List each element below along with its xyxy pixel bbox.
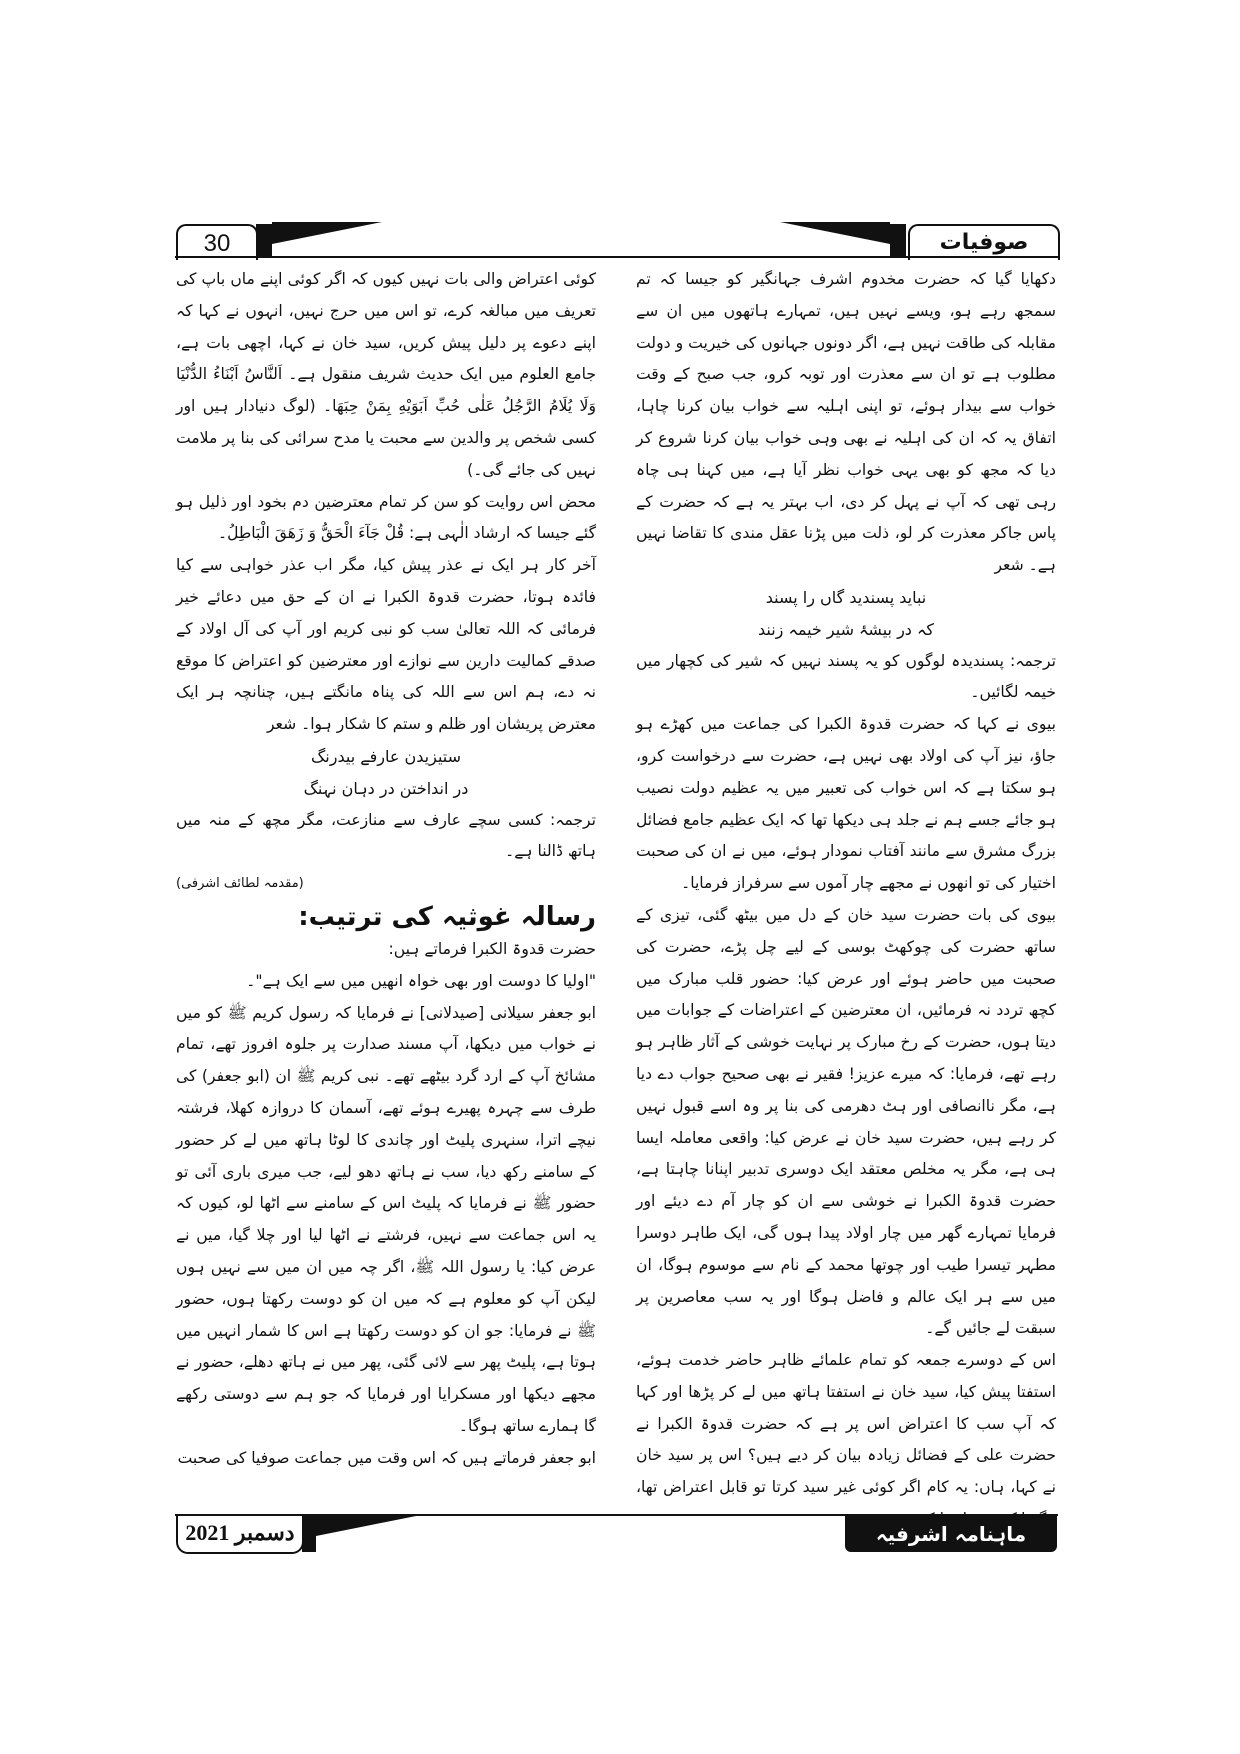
header-right-wedge bbox=[780, 222, 890, 244]
translation: ترجمہ: پسندیدہ لوگوں کو یہ پسند نہیں کہ شیر کی کچھار میں خیمہ لگائیں۔ bbox=[636, 651, 1056, 702]
paragraph: اس کے دوسرے جمعہ کو تمام علمائے ظاہر حاضر خدمت ہوئے، استفتا پیش کیا، سید خان نے استفتا ہاتھ میں لے کر پڑھا اور کہا کہ آپ سب کا اعتراض اس پر ہے کہ حضرت قدوۃ الکبرا نے حضرت علی کے فضائل زیادہ بیان کر دیے ہیں؟ اس پر سید خان نے کہا، ہاں: یہ کام اگر کوئی غیر سید کرتا تو قابل اعتراض تھا، bbox=[636, 1351, 1056, 1497]
section-heading: رسالہ غوثیہ کی ترتیب: bbox=[298, 901, 596, 932]
magazine-name: ماہنامہ اشرفیہ bbox=[845, 1516, 1057, 1552]
paragraph: دکھایا گیا کہ حضرت مخدوم اشرف جہانگیر کو جیسا کہ تم سمجھ رہے ہو، ویسے نہیں ہیں، تمہارے ہاتھوں میں ان سے مقابلہ کی طاقت نہیں ہے، اگر دونوں جہانوں کی خیریت و دولت مطلوب ہے تو ان سے معذرت اور توبہ کرو، جب صبح کے وقت خواب سے بیدار ہوئے، تو اپنی اہلیہ سے خواب بیان کرنا چاہا، اتفاق یہ کہ ان کی اہلیہ نے بھی وہی خواب بیان کرنا شروع کر دیا کہ مجھ کو بھی یہی خواب نظر آیا ہے، میں کہنا ہی چاہ رہی تھی کہ آپ نے پہل کر دی، اب بہتر یہ ہے کہ حضرت کے پاس جاکر معذرت کر لو، ذلت میں پڑنا عقل مندی کا تقاضا نہیں ہے۔ شعر bbox=[636, 270, 1056, 575]
paragraph: کوئی اعتراض والی بات نہیں کیوں کہ اگر کوئی اپنے ماں باپ کی تعریف میں مبالغہ کرے، تو اس میں حرج نہیں، انہوں نے کہا کہ اپنے دعوے پر دلیل پیش کریں، سید خان نے کہا، اچھی بات ہے، جامع العلوم میں ایک حدیث شریف منقول ہے۔ اَلنَّاسُ اَبْنَاءُ الدُّنْیَا وَلَا یُلَامُ الرَّجُلُ عَلٰی حُبِّ اَبَوَیْهِ بِمَنْ حِبَهَا۔ (لوگ دنیادار ہیں اور کسی شخص پر والدین سے محبت یا مدح سرائی کی بنا پر ملامت نہیں کی جائے گی۔) bbox=[176, 270, 596, 479]
page-number: 30 bbox=[176, 224, 258, 260]
translation: ترجمہ: کسی سچے عارف سے منازعت، مگر مچھ کے منہ میں ہاتھ ڈالنا ہے۔ bbox=[176, 810, 596, 861]
issue-date: دسمبر 2021 bbox=[176, 1516, 304, 1554]
verse-line: نباید پسندید گاں را پسند bbox=[765, 587, 927, 607]
verse-line: کہ در بیشۂ شیر خیمہ زنند bbox=[757, 619, 934, 639]
footer-left-wedge bbox=[316, 1516, 416, 1536]
paragraph: حضرت قدوۃ الکبرا فرماتے ہیں: bbox=[388, 939, 596, 958]
source-citation: (مقدمہ لطائف اشرفی) bbox=[176, 876, 304, 892]
paragraph: آخر کار ہر ایک نے عذر پیش کیا، مگر اب عذر خواہی سے کیا فائدہ ہوتا، حضرت قدوۃ الکبرا نے ان کے حق میں دعائے خیر فرمائی کہ اللہ تعالیٰ سب کو نبی کریم اور آپ کی آل اولاد کے صدقے کمالیت دارین سے نوازے اور معترضین کو اعتراض کا موقع نہ دے، ہم اس سے اللہ کی پناہ مانگتے ہیں، چنانچہ ہر ایک معترض پریشان اور ظلم و ستم کا شکار ہوا۔ شعر bbox=[176, 556, 596, 734]
header-right-bar bbox=[890, 224, 906, 258]
paragraph: بیوی نے کہا کہ حضرت قدوۃ الکبرا کی جماعت میں کھڑے ہو جاؤ، نیز آپ کی اولاد بھی نہیں ہے، حضرت سے درخواست کرو، ہو سکتا ہے کہ اس خواب کی تعبیر میں یہ عظیم دولت نصیب ہو جائے جسے ہم نے جلد ہی دیکھا تھا کہ ایک عظیم جامع فضائل بزرگ مشرق سے مانند آفتاب نمودار ہوئے، میں نے ان کی صحبت اختیار کی تو انھوں نے مجھے چار آموں سے سرفراز فرمایا۔ bbox=[636, 715, 1056, 893]
paragraph: محض اس روایت کو سن کر تمام معترضین دم بخود اور ذلیل ہو گئے جیسا کہ ارشاد الٰہی ہے: قُلْ جَآءَ الْحَقُّ وَ زَهَقَ الْبَاطِلُ۔ bbox=[176, 492, 596, 543]
paragraph: ابو جعفر سیلانی [صیدلانی] نے فرمایا کہ رسول کریم ﷺ کو میں نے خواب میں دیکھا، آپ مسند صدارت پر جلوہ افروز تھے، تمام مشائخ آپ کے ارد گرد بیٹھے تھے۔ نبی کریم ﷺ ان (ابو جعفر) کی طرف سے چہرہ پھیرے ہوئے تھے، آسمان کا دروازہ کھلا، فرشتہ نیچے اترا، سنہری پلیٹ اور چاندی کا لوٹا ہاتھ میں لے کر حضور کے سامنے رکھ دیا، سب نے ہاتھ دھو لیے، جب میری باری آئی تو حضور ﷺ نے فرمایا کہ پلیٹ اس کے سامنے سے اٹھا لو، کیوں کہ یہ اس جماعت سے نہیں، فرشتے نے اٹھا لیا اور چلا گیا، میں نے عرض کیا: یا رسول اللہ ﷺ، اگر چہ میں ان میں سے نہیں ہوں لیکن آپ کو معلوم ہے کہ میں ان کو دوست رکھتا ہوں، حضور ﷺ نے فرمایا: جو ان کو دوست رکھتا ہے اس کا شمار انہیں میں ہوتا ہے، پلیٹ پھر سے لائی گئی، پھر میں نے ہاتھ دھلے، حضور نے مجھے دیکھا اور مسکرایا اور فرمایا کہ جو ہم سے دوستی رکھے گا ہمارے ساتھ ہوگا۔ bbox=[176, 1003, 596, 1435]
quote: "اولیا کا دوست اور بھی خواہ انھیں میں سے ایک ہے"۔ bbox=[246, 971, 596, 990]
left-column bbox=[176, 264, 596, 1474]
section-title: صوفیات bbox=[908, 224, 1060, 260]
paragraph: بیوی کی بات حضرت سید خان کے دل میں بیٹھ گئی، تیزی کے ساتھ حضرت کی چوکھٹ بوسی کے لیے چل پڑے، حضرت کی صحبت میں حاضر ہوئے اور عرض کیا: حضور قلب مبارک میں کچھ تردد نہ فرمائیں، ان معترضین کے اعتراضات کے جوابات میں دیتا ہوں، حضرت کے رخ مبارک پر نہایت خوشی کے آثار ظاہر ہو رہے تھے، فرمایا: کہ میرے عزیز! فقیر نے بھی صحیح جواب دے دیا ہے، مگر ناانصافی اور ہٹ دھرمی کی بنا پر وہ اسے قبول نہیں کر رہے ہیں، حضرت سید خان نے عرض کیا: واقعی معاملہ ایسا ہی ہے، مگر یہ مخلص معتقد ایک دوسری تدبیر اپنانا چاہتا ہے، حضرت قدوۃ الکبرا نے خوشی سے ان کو چار آم دے دیئے اور فرمایا تمہارے گھر میں چار اولاد پیدا ہوں گی، ایک طاہر دوسرا مطہر تیسرا طیب اور چوتھا محمد کے نام سے موسوم ہوگا، ان میں سے ہر ایک عالم و فاضل ہوگا اور یہ سب معاصرین پر سبقت لے جائیں گے۔ bbox=[636, 905, 1056, 1338]
body-columns bbox=[176, 264, 1056, 1507]
paragraph: ابو جعفر فرماتے ہیں کہ اس وقت میں جماعت صوفیا کی صحبت bbox=[177, 1448, 596, 1467]
footer-left-bar bbox=[302, 1516, 316, 1552]
header-left-wedge bbox=[272, 222, 382, 244]
verse-line: در انداختن در دہان نہنگ bbox=[303, 778, 469, 798]
right-column bbox=[636, 264, 1056, 1536]
header-left-bar bbox=[256, 224, 272, 258]
verse-line: ستیزیدن عارفے بیدرنگ bbox=[310, 746, 461, 766]
